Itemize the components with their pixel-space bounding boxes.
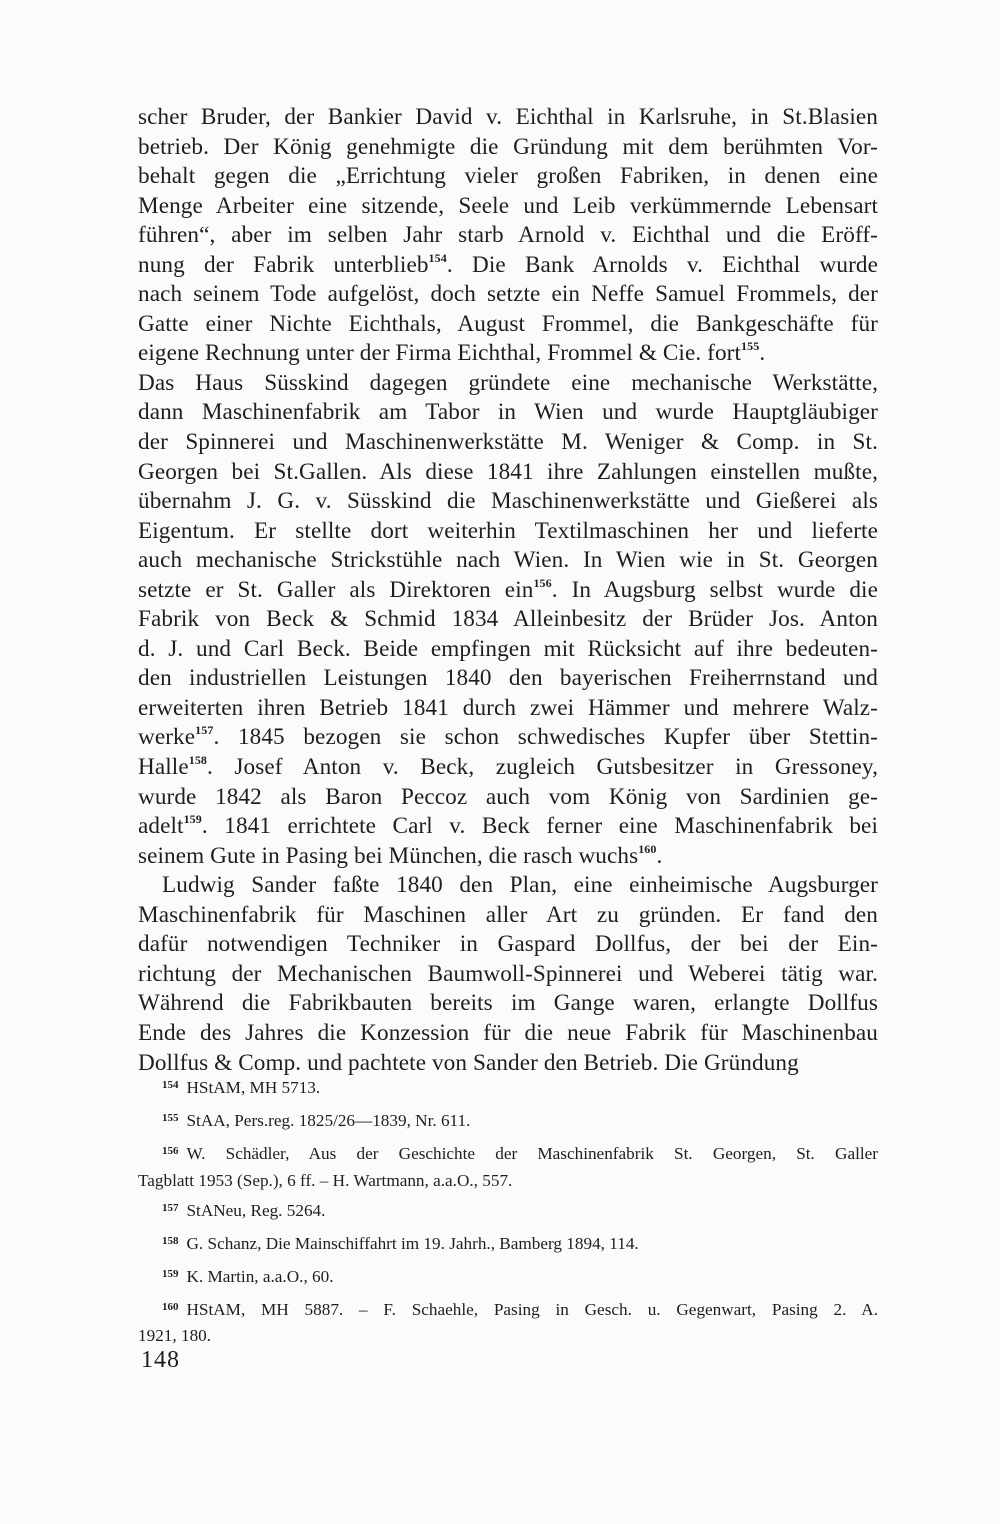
text-line — [138, 103, 878, 133]
text-line — [138, 517, 878, 547]
footnote-first-line — [138, 1109, 878, 1136]
text-line — [138, 1049, 878, 1079]
line-text: Das Haus Süsskind dagegen gründete eine mechanische Werkstätte, — [138, 369, 878, 396]
footnote-first-line — [138, 1076, 878, 1103]
footnote-first-line — [138, 1142, 878, 1169]
text-line — [138, 871, 878, 901]
text-line — [138, 339, 878, 369]
body-text — [138, 103, 878, 1078]
text-line — [138, 901, 878, 931]
line-text: Gatte einer Nichte Eichthals, August Frommel, die Bankgeschäfte für — [138, 310, 878, 337]
line-text: adelt — [138, 813, 184, 840]
line-text: auch mechanische Strickstühle nach Wien. In Wien wie in St. Georgen — [138, 547, 878, 574]
footnote-first-line — [138, 1298, 878, 1325]
text-line — [138, 192, 878, 222]
text-line — [138, 664, 878, 694]
footnote-ref: 157 — [195, 723, 214, 738]
text-line — [138, 369, 878, 399]
line-text: richtung der Mechanischen Baumwoll-Spinnerei und Weberei tätig war. — [138, 960, 878, 987]
text-line — [138, 310, 878, 340]
text-line — [138, 605, 878, 635]
line-text-after: . Die Bank Arnolds v. Eichthal wurde — [446, 251, 878, 278]
line-text: den industriellen Leistungen 1840 den bayerischen Freiherrnstand und — [138, 665, 878, 692]
text-line — [138, 487, 878, 517]
line-text: Fabrik von Beck & Schmid 1834 Alleinbesitz der Brüder Jos. Anton — [138, 606, 878, 633]
footnote — [138, 1076, 878, 1103]
text-line — [138, 458, 878, 488]
text-line — [138, 221, 878, 251]
line-text: Halle — [138, 754, 189, 781]
line-text-after: . 1845 bezogen sie schon schwedisches Kupfer über Stettin- — [213, 724, 878, 751]
line-text: Menge Arbeiter eine sitzende, Seele und Leib verkümmernde Lebensart — [138, 192, 878, 219]
footnote-number: 159 — [162, 1267, 179, 1280]
line-text: d. J. und Carl Beck. Beide empfingen mit Rücksicht auf ihre bedeuten- — [138, 635, 878, 662]
footnote-ref: 155 — [741, 339, 760, 354]
line-text: übernahm J. G. v. Süsskind die Maschinenwerkstätte und Gießerei als — [138, 488, 878, 515]
line-text: seinem Gute in Pasing bei München, die rasch wuchs — [138, 842, 639, 869]
footnote-number: 158 — [162, 1234, 179, 1247]
line-text: nung der Fabrik unterblieb — [138, 251, 429, 278]
text-line — [138, 753, 878, 783]
footnotes — [138, 1076, 878, 1354]
line-text: betrieb. Der König genehmigte die Gründung mit dem berühmten Vor- — [138, 133, 878, 160]
line-text: Maschinenfabrik für Maschinen aller Art zu gründen. Er fand den — [138, 901, 878, 928]
footnote-first-line — [138, 1265, 878, 1292]
footnote-number: 155 — [162, 1112, 179, 1124]
footnote-text: StANeu, Reg. 5264. — [186, 1200, 326, 1220]
footnote-text: K. Martin, a.a.O., 60. — [186, 1266, 334, 1286]
footnote-continuation: Tagblatt 1953 (Sep.), 6 ff. – H. Wartmann, a.a.O., 557. — [138, 1170, 513, 1190]
line-text: nach seinem Tode aufgelöst, doch setzte ein Neffe Samuel Frommels, der — [138, 281, 878, 308]
footnote-first-line — [138, 1232, 878, 1259]
text-line — [138, 280, 878, 310]
footnote — [138, 1232, 878, 1259]
line-text: Während die Fabrikbauten bereits im Gange waren, erlangte Dollfus — [138, 990, 878, 1017]
footnote-number: 160 — [162, 1300, 179, 1313]
footnote-first-line — [138, 1199, 878, 1226]
text-line — [138, 162, 878, 192]
text-line — [138, 694, 878, 724]
footnote-ref: 160 — [638, 841, 657, 856]
line-text: Eigentum. Er stellte dort weiterhin Textilmaschinen her und lieferte — [138, 517, 878, 544]
line-text: führen“, aber im selben Jahr starb Arnold v. Eichthal und die Eröff- — [138, 222, 878, 249]
line-text-after: . In Augsburg selbst wurde die — [551, 576, 878, 603]
footnote-ref: 156 — [533, 575, 552, 590]
footnote-number: 154 — [162, 1079, 179, 1091]
line-text-after: . — [656, 842, 663, 869]
text-line — [138, 576, 878, 606]
text-line — [138, 783, 878, 813]
line-text: der Spinnerei und Maschinenwerkstätte M. Weniger & Comp. in St. — [138, 429, 878, 456]
text-line — [138, 930, 878, 960]
footnote-number: 157 — [162, 1201, 179, 1214]
footnote-text: StAA, Pers.reg. 1825/26—1839, Nr. 611. — [186, 1111, 471, 1130]
line-text: Dollfus & Comp. und pachtete von Sander den Betrieb. Die Gründung — [138, 1049, 799, 1076]
page-number: 148 — [141, 1347, 180, 1373]
footnote-continuation: 1921, 180. — [138, 1326, 212, 1345]
text-line — [138, 812, 878, 842]
footnote — [138, 1142, 878, 1192]
line-text-after: . 1841 errichtete Carl v. Beck ferner eine Maschinenfabrik bei — [201, 813, 878, 840]
footnote-number: 156 — [162, 1145, 179, 1157]
footnote-text: HStAM, MH 5713. — [186, 1078, 321, 1097]
footnote-ref: 159 — [183, 812, 202, 827]
line-text-after: . Josef Anton v. Beck, zugleich Gutsbesitzer in Gressoney, — [207, 754, 878, 781]
line-text: dann Maschinenfabrik am Tabor in Wien und wurde Hauptgläubiger — [138, 399, 878, 426]
line-text: behalt gegen die „Errichtung vieler großen Fabriken, in denen eine — [138, 163, 878, 190]
footnote — [138, 1109, 878, 1136]
line-text: setzte er St. Galler als Direktoren ein — [138, 576, 534, 603]
footnote-ref: 154 — [428, 250, 447, 265]
text-line — [138, 723, 878, 753]
footnote-text: W. Schädler, Aus der Geschichte der Maschinenfabrik St. Georgen, St. Galler — [186, 1144, 878, 1163]
line-text: werke — [138, 724, 196, 751]
text-line — [138, 1019, 878, 1049]
footnote — [138, 1265, 878, 1292]
text-line — [138, 842, 878, 872]
text-line — [138, 133, 878, 163]
footnote-ref: 158 — [188, 753, 208, 768]
line-text: Ludwig Sander faßte 1840 den Plan, eine einheimische Augsburger — [162, 872, 878, 899]
text-line — [138, 428, 878, 458]
line-text: dafür notwendigen Techniker in Gaspard Dollfus, der bei der Ein- — [138, 931, 878, 958]
text-line — [138, 546, 878, 576]
text-line — [138, 989, 878, 1019]
line-text: Georgen bei St.Gallen. Als diese 1841 ihre Zahlungen einstellen mußte, — [138, 458, 878, 485]
text-line — [138, 398, 878, 428]
text-line — [138, 251, 878, 281]
line-text-after: . — [759, 340, 766, 367]
line-text: erweiterten ihren Betrieb 1841 durch zwei Hämmer und mehrere Walz- — [138, 694, 878, 721]
line-text: scher Bruder, der Bankier David v. Eichthal in Karlsruhe, in St.Blasien — [138, 104, 878, 130]
footnote-text: G. Schanz, Die Mainschiffahrt im 19. Jahrh., Bamberg 1894, 114. — [186, 1233, 639, 1253]
line-text: eigene Rechnung unter der Firma Eichthal, Frommel & Cie. fort — [138, 340, 742, 367]
footnote — [138, 1199, 878, 1226]
line-text: Ende des Jahres die Konzession für die neue Fabrik für Maschinenbau — [138, 1019, 878, 1046]
footnote — [138, 1298, 878, 1348]
text-line — [138, 635, 878, 665]
line-text: wurde 1842 als Baron Peccoz auch vom König von Sardinien ge- — [138, 783, 878, 810]
footnote-text: HStAM, MH 5887. – F. Schaehle, Pasing in Gesch. u. Gegenwart, Pasing 2. A. — [186, 1299, 878, 1319]
text-line — [138, 960, 878, 990]
